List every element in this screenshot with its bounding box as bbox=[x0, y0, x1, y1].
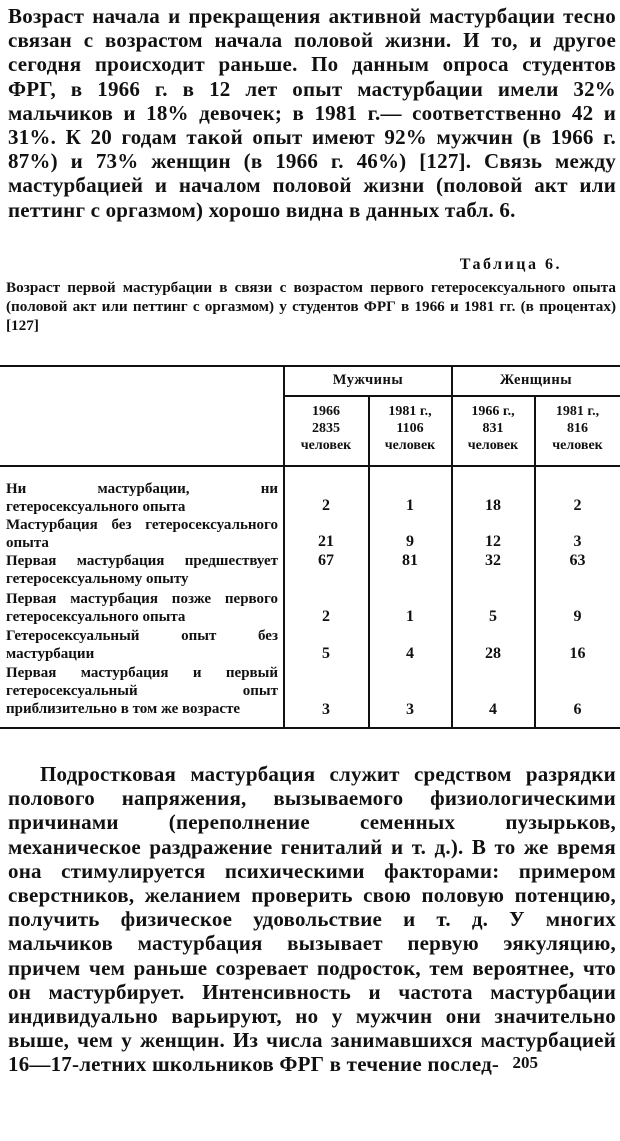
subheader-women-1966: 1966 г., 831 человек bbox=[467, 404, 519, 453]
header-men: Мужчины bbox=[332, 372, 404, 388]
header-women: Женщины bbox=[499, 372, 573, 388]
table-cell: 16 bbox=[569, 645, 586, 662]
table-cell: 18 bbox=[485, 497, 501, 514]
table-cell: 4 bbox=[489, 701, 497, 718]
table-cell: 3 bbox=[406, 701, 414, 718]
paragraph-top: Возраст начала и прекращения активной мастурбации тесно связан с возрастом начала половой жизни. И то, и другое сегодня происходит раньше. По данным опроса студентов ФРГ, в 1966 г. в 12 лет опыт мастурбации имели 32% мальчиков и 18% девочек; в 1981 г.— соответственно 42 и 31%. К 20 годам такой опыт имеют 92% мужчин (в 1966 г. 87%) и 73% женщин (в 1966 г. 46%) [127]. Связь между мастурбацией и началом половой жизни (половой акт или петтинг с оргазмом) хорошо видна в данных табл. 6. bbox=[8, 4, 616, 222]
row-label: Первая мастурбация позже первого гетеросексуального опыта bbox=[6, 591, 278, 625]
paragraph-bottom-text: Подростковая мастурбация служит средством разрядки полового напряжения, вызываемого физиологическими причинами (переполнение семенных пузырьков, механическое раздражение гениталий и т. д.). В то же время она стимулируется психическими факторами: примером сверстников, желанием проверить свою половую потенцию, получить физическое удовольствие и т. д. У многих мальчиков мастурбация вызывает первую эякуляцию, причем чем раньше созревает подросток, тем вероятнее, что он мастурбирует. Интенсивность и частота мастурбации индивидуально варьируют, но у мужчин они значительно выше, чем у женщин. Из числа занимавшихся мастурбацией 16—17-летних школьников ФРГ в течение послед- bbox=[8, 762, 616, 1077]
table-cell: 6 bbox=[573, 701, 582, 718]
table-cell: 3 bbox=[573, 533, 582, 550]
table-cell: 81 bbox=[402, 552, 418, 569]
table-cell: 21 bbox=[318, 533, 334, 550]
table-top-rule bbox=[0, 365, 620, 367]
table-cell: 2 bbox=[322, 497, 330, 514]
table-label: Таблица 6. bbox=[459, 256, 562, 273]
page-number: 205 bbox=[512, 1053, 538, 1072]
row-label: Первая мастурбация предшествует гетеросексуальному опыту bbox=[6, 553, 278, 587]
table-cell: 2 bbox=[322, 608, 330, 625]
table-cell: 2 bbox=[573, 497, 582, 514]
subheader-men-1981: 1981 г., 1106 человек bbox=[384, 404, 436, 453]
header-bottom-rule bbox=[0, 465, 620, 467]
table-cell: 4 bbox=[406, 645, 414, 662]
table-cell: 12 bbox=[485, 533, 501, 550]
table-caption: Возраст первой мастурбации в связи с возрастом первого гетеросексуального опыта (половой акт или петтинг с оргазмом) у студентов ФРГ в 1966 и 1981 гг. (в процентах) [127] bbox=[6, 279, 616, 334]
table-cell: 32 bbox=[485, 552, 501, 569]
row-label: Гетеросексуальный опыт без мастурбации bbox=[6, 628, 278, 662]
table-cell: 5 bbox=[489, 608, 497, 625]
data-table bbox=[0, 365, 620, 735]
table-cell: 9 bbox=[406, 533, 414, 550]
table-cell: 3 bbox=[322, 701, 330, 718]
table-cell: 5 bbox=[322, 645, 330, 662]
table-cell: 1 bbox=[406, 497, 414, 514]
row-label: Первая мастурбация и первый гетеросексуальный опыт приблизительно в том же возрасте bbox=[6, 665, 278, 717]
subheader-women-1981: 1981 г., 816 человек bbox=[552, 404, 603, 453]
row-label: Ни мастурбации, ни гетеросексуального опыта bbox=[6, 481, 278, 515]
table-cell: 9 bbox=[573, 608, 582, 625]
row-label: Мастурбация без гетеросексуального опыта bbox=[6, 517, 278, 551]
table-cell: 63 bbox=[569, 552, 586, 569]
subheader-men-1966: 1966 2835 человек bbox=[300, 404, 352, 453]
table-bottom-rule bbox=[0, 727, 620, 729]
paragraph-bottom bbox=[8, 762, 616, 1077]
table-cell: 67 bbox=[318, 552, 334, 569]
table-cell: 28 bbox=[485, 645, 501, 662]
table-cell: 1 bbox=[406, 608, 414, 625]
